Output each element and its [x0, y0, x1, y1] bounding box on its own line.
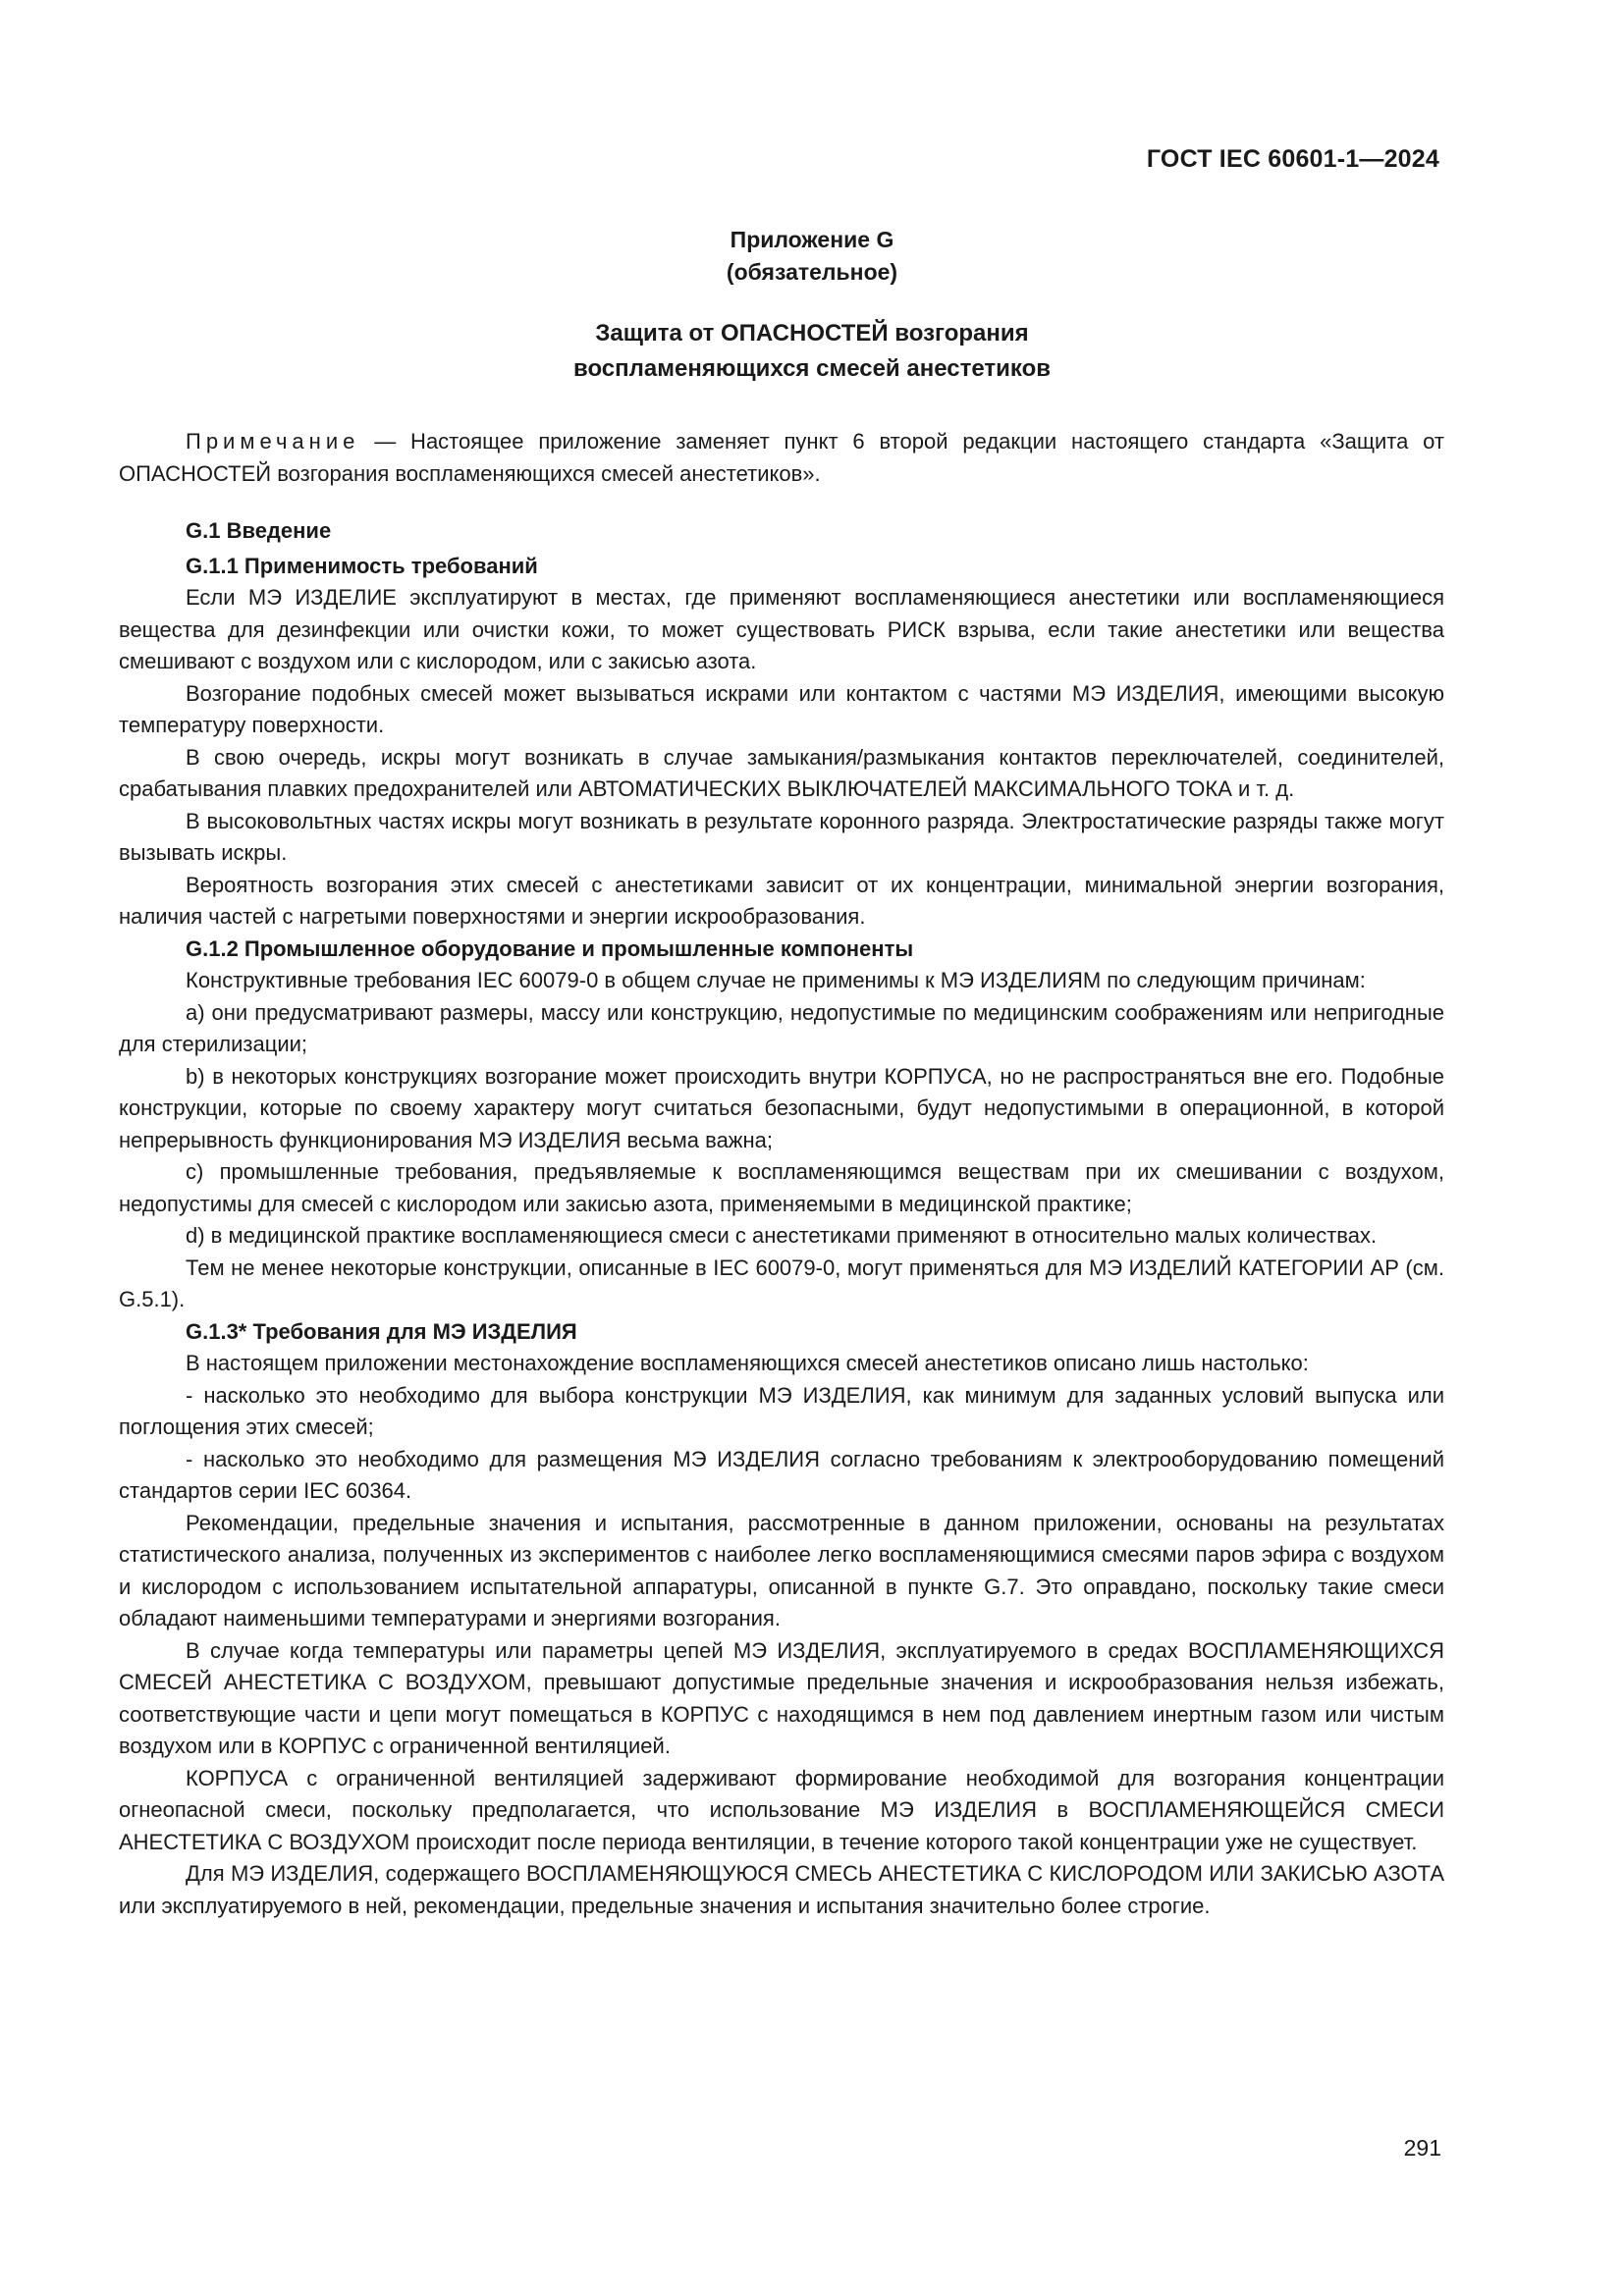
paragraph: Если МЭ ИЗДЕЛИЕ эксплуатируют в местах, где применяют воспламеняющиеся анестетики или воспламеняющиеся вещества для дезинфекции или очистки кожи, то может существовать РИСК взрыва, если такие анестетики или вещества смешивают с воздухом или с кислородом, или с закисью азота. [119, 585, 1444, 673]
paragraph: В свою очередь, искры могут возникать в случае замыкания/размыкания контактов переключателей, соединителей, срабатывания плавких предохранителей или АВТОМАТИЧЕСКИХ ВЫКЛЮЧАТЕЛЕЙ МАКСИМАЛЬНОГО ТОКА и т. д. [119, 744, 1444, 801]
paragraph: В высоковольтных частях искры могут возникать в результате коронного разряда. Электростатические разряды также могут вызывать искры. [119, 808, 1444, 865]
list-item: а) они предусматривают размеры, массу или конструкцию, недопустимые по медицинским соображениям или непригодные для стерилизации; [119, 999, 1444, 1056]
list-item: d) в медицинской практике воспламеняющиеся смеси с анестетиками применяют в относительно малых количествах. [186, 1223, 1378, 1248]
section-g11-heading: G.1.1 Применимость требований [186, 553, 538, 578]
appendix-title [0, 316, 1624, 387]
paragraph: Для МЭ ИЗДЕЛИЯ, содержащего ВОСПЛАМЕНЯЮЩУЮСЯ СМЕСЬ АНЕСТЕТИКА С КИСЛОРОДОМ ИЛИ ЗАКИСЬЮ АЗОТА или эксплуатируемого в ней, рекомендации, предельные значения и испытания значительно более строгие. [119, 1861, 1444, 1918]
paragraph: Вероятность возгорания этих смесей с анестетиками зависит от их концентрации, минимальной энергии возгорания, наличия частей с нагретыми поверхностями и энергии искрообразования. [119, 872, 1444, 929]
section-g1-heading: G.1 Введение [186, 518, 332, 543]
paragraph: Возгорание подобных смесей может вызываться искрами или контактом с частями МЭ ИЗДЕЛИЯ, имеющими высокую температуру поверхности. [119, 680, 1444, 737]
list-item: b) в некоторых конструкциях возгорание может происходить внутри КОРПУСА, но не распространяться вне его. Подобные конструкции, которые по своему характеру могут считаться безопасными, будут недопустимыми в операционной, в которой непрерывность функционирования МЭ ИЗДЕЛИЯ весьма важна; [119, 1063, 1444, 1152]
list-item: - насколько это необходимо для размещения МЭ ИЗДЕЛИЯ согласно требованиям к электрооборудованию помещений стандартов серии IEC 60364. [119, 1446, 1444, 1503]
section-g12-heading: G.1.2 Промышленное оборудование и промышленные компоненты [186, 935, 914, 961]
paragraph: Рекомендации, предельные значения и испытания, рассмотренные в данном приложении, основаны на результатах статистического анализа, полученных из экспериментов с наиболее легко воспламеняющимися смесями паров эфира с воздухом и кислородом с использованием испытательной аппаратуры, описанной в пункте G.7. Это оправдано, поскольку такие смеси обладают наименьшими температурами и энергиями возгорания. [119, 1510, 1444, 1630]
section-g13-heading: G.1.3* Требования для МЭ ИЗДЕЛИЯ [186, 1318, 577, 1344]
appendix-status: (обязательное) [726, 259, 898, 285]
page-number: 291 [1403, 2135, 1441, 2161]
appendix-label: Приложение G [730, 227, 894, 252]
note-paragraph [119, 426, 1444, 490]
note-text: — Настоящее приложение заменяет пункт 6 второй редакции настоящего стандарта «Защита от ОПАСНОСТЕЙ возгорания воспламеняющихся смесей анестетиков». [119, 429, 1444, 486]
document-body [119, 426, 1444, 1922]
paragraph: В настоящем приложении местонахождение воспламеняющихся смесей анестетиков описано лишь настолько: [186, 1351, 1309, 1375]
paragraph: Тем не менее некоторые конструкции, описанные в IEC 60079-0, могут применяться для МЭ ИЗДЕЛИЙ КАТЕГОРИИ АР (см. G.5.1). [119, 1255, 1444, 1311]
paragraph: КОРПУСА с ограниченной вентиляцией задерживают формирование необходимой для возгорания концентрации огнеопасной смеси, поскольку предполагается, что использование МЭ ИЗДЕЛИЯ в ВОСПЛАМЕНЯЮЩЕЙСЯ СМЕСИ АНЕСТЕТИКА С ВОЗДУХОМ происходит после периода вентиляции, в течение которого такой концентрации уже не существует. [119, 1765, 1444, 1854]
paragraph: В случае когда температуры или параметры цепей МЭ ИЗДЕЛИЯ, эксплуатируемого в средах ВОСПЛАМЕНЯЮЩИХСЯ СМЕСЕЙ АНЕСТЕТИКА С ВОЗДУХОМ, превышают допустимые предельные значения и искрообразования нельзя избежать, соответствующие части и цепи могут помещаться в КОРПУС с находящимся в нем под давлением инертным газом или чистым воздухом или в КОРПУС с ограниченной вентиляцией. [119, 1637, 1444, 1758]
list-item: с) промышленные требования, предъявляемые к воспламеняющимся веществам при их смешивании с воздухом, недопустимы для смесей с кислородом или закисью азота, применяемыми в медицинской практике; [119, 1159, 1444, 1216]
note-label: Примечание [186, 429, 360, 454]
title-line-1: Защита от ОПАСНОСТЕЙ возгорания [595, 320, 1029, 347]
appendix-heading [0, 224, 1624, 289]
title-line-2: воспламеняющихся смесей анестетиков [573, 355, 1051, 382]
list-item: - насколько это необходимо для выбора конструкции МЭ ИЗДЕЛИЯ, как минимум для заданных условий выпуска или поглощения этих смесей; [119, 1382, 1444, 1439]
paragraph: Конструктивные требования IEC 60079-0 в общем случае не применимы к МЭ ИЗДЕЛИЯМ по следующим причинам: [186, 968, 1366, 992]
standard-code: ГОСТ IEC 60601-1—2024 [1146, 145, 1439, 173]
